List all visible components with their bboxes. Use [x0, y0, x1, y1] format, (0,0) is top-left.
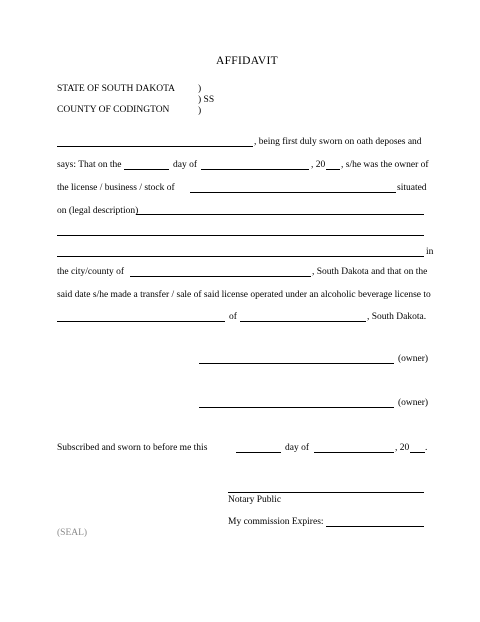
venue-paren-1: ) — [198, 84, 202, 94]
owner-signature-blank-1[interactable] — [199, 363, 394, 364]
year-blank[interactable] — [326, 169, 340, 170]
subscribed-month-blank[interactable] — [314, 452, 394, 453]
venue-ss: ) SS — [198, 95, 215, 105]
subscribed-day-blank[interactable] — [236, 452, 281, 453]
transferee-blank[interactable] — [57, 321, 225, 322]
subscribed-day-of-text: day of — [285, 443, 310, 453]
city-county-text: the city/county of — [57, 267, 125, 277]
venue-state: STATE OF SOUTH DAKOTA — [57, 84, 176, 94]
situated-text: situated — [397, 183, 427, 193]
day-blank[interactable] — [124, 169, 169, 170]
of-text: of — [229, 312, 237, 322]
south-dakota-transfer-text: , South Dakota and that on the — [312, 267, 428, 277]
seal-label: (SEAL) — [57, 528, 88, 538]
affiant-name-blank[interactable] — [57, 146, 253, 147]
city-county-blank[interactable] — [130, 276, 311, 277]
subscribed-text: Subscribed and sworn to before me this — [57, 443, 208, 453]
sworn-text: , being first duly sworn on oath deposes and — [254, 137, 422, 147]
subscribed-year-blank[interactable] — [410, 452, 425, 453]
transfer-sentence: said date s/he made a transfer / sale of said license operated under an alcoholic beverage license to — [57, 290, 431, 300]
south-dakota-end-text: , South Dakota. — [367, 312, 427, 322]
day-of-text: day of — [173, 160, 198, 170]
owner-signature-blank-2[interactable] — [199, 407, 394, 408]
says-text: says: That on the — [57, 160, 122, 170]
notary-signature-blank[interactable] — [228, 492, 424, 493]
year-prefix-text: , 20 — [311, 160, 326, 170]
subscribed-period: . — [425, 443, 428, 453]
in-text: in — [426, 247, 434, 257]
license-stock-blank[interactable] — [190, 192, 396, 193]
legal-description-blank-3[interactable] — [57, 256, 424, 257]
legal-description-blank-2[interactable] — [57, 235, 424, 236]
owner-label-2: (owner) — [398, 398, 429, 408]
venue-county: COUNTY OF CODINGTON — [57, 105, 170, 115]
subscribed-year-prefix: , 20 — [395, 443, 410, 453]
owner-of-text: , s/he was the owner of — [341, 160, 429, 170]
notary-public-label: Notary Public — [228, 495, 282, 505]
commission-expires-blank[interactable] — [326, 526, 424, 527]
owner-label-1: (owner) — [398, 354, 429, 364]
venue-paren-2: ) — [198, 106, 202, 116]
legal-description-text: on (legal description) — [57, 206, 139, 216]
month-blank[interactable] — [201, 169, 309, 170]
transferee-location-blank[interactable] — [240, 321, 366, 322]
license-stock-text: the license / business / stock of — [57, 183, 175, 193]
legal-description-blank-1[interactable] — [136, 214, 424, 215]
document-title: AFFIDAVIT — [216, 55, 278, 67]
commission-expires-label: My commission Expires: — [228, 517, 324, 527]
